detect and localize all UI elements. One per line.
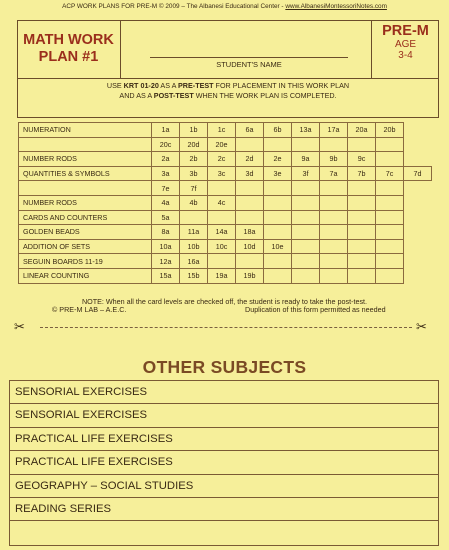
level-cell[interactable] bbox=[376, 137, 404, 152]
level-cell[interactable]: 17a bbox=[320, 123, 348, 138]
other-subject-row[interactable]: READING SERIES bbox=[10, 498, 438, 521]
other-subjects-table bbox=[9, 380, 439, 546]
level-cell[interactable] bbox=[292, 225, 320, 240]
level-cell[interactable]: 5a bbox=[152, 210, 180, 225]
level-cell[interactable]: 7f bbox=[180, 181, 208, 196]
level-cell[interactable] bbox=[236, 137, 264, 152]
level-cell[interactable] bbox=[348, 195, 376, 210]
scissors-icon: ✂ bbox=[14, 319, 25, 334]
level-cell[interactable]: 1b bbox=[180, 123, 208, 138]
level-cell[interactable] bbox=[376, 254, 404, 269]
other-subject-row[interactable]: PRACTICAL LIFE EXERCISES bbox=[10, 428, 438, 451]
student-name-line[interactable] bbox=[150, 57, 348, 58]
level-cell[interactable]: 10a bbox=[152, 239, 180, 254]
copyright-text: © PRE-M LAB – A.E.C. bbox=[52, 305, 127, 314]
other-subject-row[interactable]: SENSORIAL EXERCISES bbox=[10, 404, 438, 427]
level-cell[interactable]: 7a bbox=[320, 166, 348, 181]
level-cell[interactable]: 13a bbox=[292, 123, 320, 138]
subject-cell: NUMERATION bbox=[19, 123, 152, 138]
other-subjects-title: OTHER SUBJECTS bbox=[142, 357, 307, 377]
subject-cell: ADDITION OF SETS bbox=[19, 239, 152, 254]
level-cell[interactable]: 20c bbox=[152, 137, 180, 152]
level-cell[interactable]: 1a bbox=[152, 123, 180, 138]
level-cell[interactable]: 4c bbox=[208, 195, 236, 210]
subject-cell: LINEAR COUNTING bbox=[19, 268, 152, 283]
other-subject-row[interactable]: SENSORIAL EXERCISES bbox=[10, 381, 438, 404]
level-cell[interactable]: 10b bbox=[180, 239, 208, 254]
level-cell[interactable]: 6a bbox=[236, 123, 264, 138]
math-row bbox=[19, 152, 432, 167]
level-cell[interactable] bbox=[320, 210, 348, 225]
level-cell[interactable] bbox=[348, 254, 376, 269]
math-checklist-table bbox=[18, 122, 432, 284]
level-cell[interactable]: 2e bbox=[264, 152, 292, 167]
level-cell[interactable]: 20b bbox=[376, 123, 404, 138]
instr-text-5: WHEN THE WORK PLAN IS COMPLETED. bbox=[193, 91, 337, 100]
other-subject-row[interactable] bbox=[10, 521, 438, 544]
scissors-icon: ✂ bbox=[416, 319, 427, 334]
subject-cell: CARDS AND COUNTERS bbox=[19, 210, 152, 225]
level-cell[interactable]: 7e bbox=[152, 181, 180, 196]
math-row bbox=[19, 254, 432, 269]
level-cell[interactable] bbox=[264, 254, 292, 269]
level-cell[interactable] bbox=[292, 137, 320, 152]
math-row bbox=[19, 181, 432, 196]
level-cell[interactable]: 3d bbox=[236, 166, 264, 181]
level-cell[interactable]: 3f bbox=[292, 166, 320, 181]
level-cell[interactable] bbox=[348, 210, 376, 225]
level-cell[interactable] bbox=[292, 210, 320, 225]
level-cell[interactable] bbox=[376, 152, 404, 167]
level-cell[interactable] bbox=[348, 239, 376, 254]
level-cell[interactable] bbox=[264, 225, 292, 240]
math-row bbox=[19, 239, 432, 254]
level-cell[interactable] bbox=[320, 254, 348, 269]
level-cell[interactable]: 3a bbox=[152, 166, 180, 181]
instr-krt: KRT 01-20 bbox=[123, 81, 159, 90]
other-subject-row[interactable]: GEOGRAPHY – SOCIAL STUDIES bbox=[10, 475, 438, 498]
instr-text-1: USE bbox=[106, 81, 124, 90]
level-cell[interactable] bbox=[236, 210, 264, 225]
level-cell[interactable]: 2b bbox=[180, 152, 208, 167]
level-cell[interactable] bbox=[264, 195, 292, 210]
level-cell[interactable] bbox=[292, 239, 320, 254]
level-cell[interactable] bbox=[208, 181, 236, 196]
subject-cell: NUMBER RODS bbox=[19, 195, 152, 210]
level-cell[interactable]: 3c bbox=[208, 166, 236, 181]
level-cell[interactable]: 7b bbox=[348, 166, 376, 181]
cut-line bbox=[40, 327, 412, 328]
duplication-text: Duplication of this form permitted as needed bbox=[245, 305, 386, 314]
level-label: PRE-M bbox=[382, 23, 429, 39]
level-cell[interactable] bbox=[208, 254, 236, 269]
level-cell[interactable]: 12a bbox=[152, 254, 180, 269]
level-cell[interactable]: 3b bbox=[180, 166, 208, 181]
level-cell[interactable]: 19a bbox=[208, 268, 236, 283]
level-cell[interactable] bbox=[180, 210, 208, 225]
level-cell[interactable] bbox=[376, 210, 404, 225]
level-cell[interactable] bbox=[264, 210, 292, 225]
level-cell[interactable] bbox=[320, 268, 348, 283]
level-cell[interactable]: 10e bbox=[264, 239, 292, 254]
level-cell[interactable] bbox=[208, 210, 236, 225]
header-divider bbox=[17, 78, 439, 79]
level-cell[interactable] bbox=[264, 137, 292, 152]
subject-cell: NUMBER RODS bbox=[19, 152, 152, 167]
level-cell[interactable] bbox=[348, 268, 376, 283]
level-cell[interactable] bbox=[236, 254, 264, 269]
level-cell[interactable]: 9b bbox=[320, 152, 348, 167]
level-cell[interactable]: 2c bbox=[208, 152, 236, 167]
level-cell[interactable] bbox=[376, 225, 404, 240]
level-cell[interactable]: 14a bbox=[208, 225, 236, 240]
subject-cell bbox=[19, 137, 152, 152]
level-cell[interactable] bbox=[320, 225, 348, 240]
level-cell[interactable]: 7d bbox=[404, 166, 432, 181]
level-box bbox=[371, 20, 439, 78]
subject-cell: GOLDEN BEADS bbox=[19, 225, 152, 240]
level-cell[interactable]: 10d bbox=[236, 239, 264, 254]
subject-cell: QUANTITIES & SYMBOLS bbox=[19, 166, 152, 181]
top-credit-line bbox=[0, 3, 449, 10]
instr-pretest: PRE-TEST bbox=[178, 81, 214, 90]
level-cell[interactable] bbox=[236, 181, 264, 196]
subject-cell bbox=[19, 181, 152, 196]
level-cell[interactable] bbox=[320, 239, 348, 254]
level-cell[interactable] bbox=[264, 268, 292, 283]
level-cell[interactable] bbox=[320, 195, 348, 210]
level-cell[interactable] bbox=[348, 225, 376, 240]
level-cell[interactable]: 18a bbox=[236, 225, 264, 240]
level-cell[interactable] bbox=[292, 254, 320, 269]
level-cell[interactable]: 15b bbox=[180, 268, 208, 283]
level-cell[interactable]: 3e bbox=[264, 166, 292, 181]
level-cell[interactable]: 11a bbox=[180, 225, 208, 240]
math-row bbox=[19, 268, 432, 283]
title-line-1: MATH WORK bbox=[23, 32, 114, 48]
plan-title bbox=[17, 20, 121, 78]
level-cell[interactable]: 20e bbox=[208, 137, 236, 152]
instructions bbox=[17, 81, 439, 101]
other-subject-row[interactable]: PRACTICAL LIFE EXERCISES bbox=[10, 451, 438, 474]
level-cell[interactable]: 2d bbox=[236, 152, 264, 167]
level-cell[interactable]: 4a bbox=[152, 195, 180, 210]
level-cell[interactable]: 19b bbox=[236, 268, 264, 283]
level-cell[interactable]: 9a bbox=[292, 152, 320, 167]
instr-text-3: FOR PLACEMENT IN THIS WORK PLAN bbox=[213, 81, 350, 90]
level-cell[interactable] bbox=[376, 181, 404, 196]
title-line-2: PLAN #1 bbox=[38, 49, 99, 65]
level-cell[interactable] bbox=[376, 268, 404, 283]
age-label: AGE bbox=[394, 39, 417, 50]
website-link[interactable]: www.AlbanesiMontessoriNotes.com bbox=[285, 3, 387, 10]
math-row bbox=[19, 210, 432, 225]
instr-posttest: POST-TEST bbox=[153, 91, 194, 100]
level-cell[interactable]: 2a bbox=[152, 152, 180, 167]
level-cell[interactable]: 9c bbox=[348, 152, 376, 167]
level-cell[interactable] bbox=[292, 181, 320, 196]
level-cell[interactable] bbox=[320, 137, 348, 152]
math-row bbox=[19, 195, 432, 210]
level-cell[interactable] bbox=[264, 181, 292, 196]
math-row bbox=[19, 123, 432, 138]
math-row bbox=[19, 225, 432, 240]
level-cell[interactable]: 4b bbox=[180, 195, 208, 210]
level-cell[interactable]: 20d bbox=[180, 137, 208, 152]
level-cell[interactable]: 8a bbox=[152, 225, 180, 240]
level-cell[interactable]: 6b bbox=[264, 123, 292, 138]
level-cell[interactable]: 7c bbox=[376, 166, 404, 181]
level-cell[interactable]: 20a bbox=[348, 123, 376, 138]
level-cell[interactable] bbox=[348, 137, 376, 152]
credit-text: ACP WORK PLANS FOR PRE-M © 2009 – The Albanesi Educational Center - bbox=[62, 3, 286, 10]
subject-cell: SEGUIN BOARDS 11-19 bbox=[19, 254, 152, 269]
level-cell[interactable] bbox=[376, 239, 404, 254]
level-cell[interactable] bbox=[348, 181, 376, 196]
level-cell[interactable] bbox=[292, 195, 320, 210]
math-row bbox=[19, 166, 432, 181]
math-row bbox=[19, 137, 432, 152]
instr-text-2: AS A bbox=[158, 81, 179, 90]
level-cell[interactable] bbox=[376, 195, 404, 210]
level-cell[interactable]: 1c bbox=[208, 123, 236, 138]
age-value: 3-4 bbox=[398, 50, 413, 61]
level-cell[interactable]: 10c bbox=[208, 239, 236, 254]
level-cell[interactable] bbox=[236, 195, 264, 210]
student-name-label: STUDENT'S NAME bbox=[216, 60, 282, 69]
level-cell[interactable]: 15a bbox=[152, 268, 180, 283]
level-cell[interactable] bbox=[292, 268, 320, 283]
footer-note: NOTE: When all the card levels are checked off, the student is ready to take the post-test. bbox=[81, 297, 368, 306]
instr-text-4: AND AS A bbox=[119, 91, 154, 100]
level-cell[interactable] bbox=[320, 181, 348, 196]
level-cell[interactable]: 16a bbox=[180, 254, 208, 269]
